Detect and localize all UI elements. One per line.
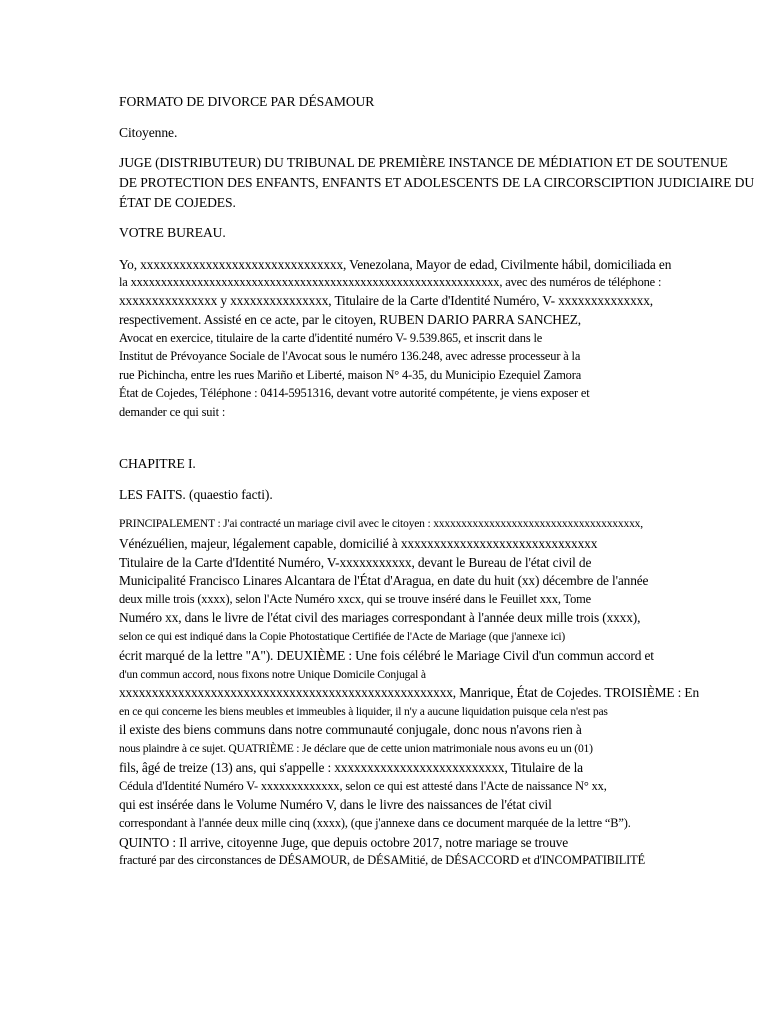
facts-line: selon ce qui est indiqué dans la Copie Photostatique Certifiée de l'Acte de Mariage (que j'annexe ici) xyxy=(119,630,566,643)
chapter-heading: CHAPITRE I. xyxy=(119,456,196,471)
intro-line: respectivement. Assisté en ce acte, par le citoyen, RUBEN DARIO PARRA SANCHEZ, xyxy=(119,312,581,327)
facts-line: Municipalité Francisco Linares Alcantara de l'État d'Aragua, en date du huit (xx) décembre de l'année xyxy=(119,573,649,588)
facts-line: Numéro xx, dans le livre de l'état civil des mariages correspondant à l'année deux mille trois (xxxx), xyxy=(119,610,641,625)
facts-line: il existe des biens communs dans notre communauté conjugale, donc nous n'avons rien à xyxy=(119,722,582,737)
office-heading: VOTRE BUREAU. xyxy=(119,225,226,240)
salutation: Citoyenne. xyxy=(119,125,178,140)
intro-line: la xxxxxxxxxxxxxxxxxxxxxxxxxxxxxxxxxxxxxxxxxxxxxxxxxxxxxxxxxxxxx, avec des numéros de téléphone : xyxy=(119,275,662,289)
intro-line: État de Cojedes, Téléphone : 0414-5951316, devant votre autorité compétente, je viens exposer et xyxy=(119,386,590,400)
facts-line: xxxxxxxxxxxxxxxxxxxxxxxxxxxxxxxxxxxxxxxxxxxxxxxxxxx, Manrique, État de Cojedes. TROISIÈME : En xyxy=(119,685,700,700)
intro-line: Institut de Prévoyance Sociale de l'Avocat sous le numéro 136.248, avec adresse processeur à la xyxy=(119,349,581,363)
facts-line: d'un commun accord, nous fixons notre Unique Domicile Conjugal à xyxy=(119,668,426,681)
facts-line: Cédula d'Identité Numéro V- xxxxxxxxxxxxx, selon ce qui est attesté dans l'Acte de naissance N° xx, xyxy=(119,779,607,793)
intro-line: rue Pichincha, entre les rues Mariño et Liberté, maison N° 4-35, du Municipio Ezequiel Zamora xyxy=(119,368,582,382)
facts-line: fils, âgé de treize (13) ans, qui s'appelle : xxxxxxxxxxxxxxxxxxxxxxxxxx, Titulaire de la xyxy=(119,760,583,775)
facts-line: QUINTO : Il arrive, citoyenne Juge, que depuis octobre 2017, notre mariage se trouve xyxy=(119,835,568,850)
addressee-line: DE PROTECTION DES ENFANTS, ENFANTS ET ADOLESCENTS DE LA CIRCORSCIPTION JUDICIAIRE DU xyxy=(119,175,755,190)
intro-line: Avocat en exercice, titulaire de la carte d'identité numéro V- 9.539.865, et inscrit dans le xyxy=(119,331,543,345)
facts-line: en ce qui concerne les biens meubles et immeubles à liquider, il n'y a aucune liquidation puisque cela n'est pas xyxy=(119,705,608,718)
facts-line: Titulaire de la Carte d'Identité Numéro, V-xxxxxxxxxxx, devant le Bureau de l'état civil de xyxy=(119,555,592,570)
facts-heading: LES FAITS. (quaestio facti). xyxy=(119,487,273,502)
intro-line: xxxxxxxxxxxxxxx y xxxxxxxxxxxxxxx, Titulaire de la Carte d'Identité Numéro, V- xxxxxxxxxxxxxx, xyxy=(119,293,653,308)
addressee-line: JUGE (DISTRIBUTEUR) DU TRIBUNAL DE PREMIÈRE INSTANCE DE MÉDIATION ET DE SOUTENUE xyxy=(119,155,728,170)
facts-line: qui est insérée dans le Volume Numéro V, dans le livre des naissances de l'état civil xyxy=(119,797,552,812)
facts-line: écrit marqué de la lettre "A"). DEUXIÈME : Une fois célébré le Mariage Civil d'un commun accord et xyxy=(119,648,654,663)
facts-line: Vénézuélien, majeur, légalement capable, domicilié à xxxxxxxxxxxxxxxxxxxxxxxxxxxxxx xyxy=(119,536,598,551)
facts-line: PRINCIPALEMENT : J'ai contracté un mariage civil avec le citoyen : xxxxxxxxxxxxxxxxxxxxxxxxxxxxxxxxxxxxx, xyxy=(119,517,643,530)
facts-line: nous plaindre à ce sujet. QUATRIÈME : Je déclare que de cette union matrimoniale nous avons eu un (01) xyxy=(119,742,593,755)
facts-line: deux mille trois (xxxx), selon l'Acte Numéro xxcx, qui se trouve inséré dans le Feuillet xxx, Tome xyxy=(119,592,591,606)
document-title: FORMATO DE DIVORCE PAR DÉSAMOUR xyxy=(119,94,375,109)
intro-line: demander ce qui suit : xyxy=(119,405,226,419)
intro-line: Yo, xxxxxxxxxxxxxxxxxxxxxxxxxxxxxxx, Venezolana, Mayor de edad, Civilmente hábil, domiciliada en xyxy=(119,257,672,272)
facts-line: correspondant à l'année deux mille cinq (xxxx), (que j'annexe dans ce document marquée de la lettre “B”). xyxy=(119,816,631,830)
facts-line: fracturé par des circonstances de DÉSAMOUR, de DÉSAMitié, de DÉSACCORD et d'INCOMPATIBILITÉ xyxy=(119,853,645,867)
addressee-line: ÉTAT DE COJEDES. xyxy=(119,195,236,210)
